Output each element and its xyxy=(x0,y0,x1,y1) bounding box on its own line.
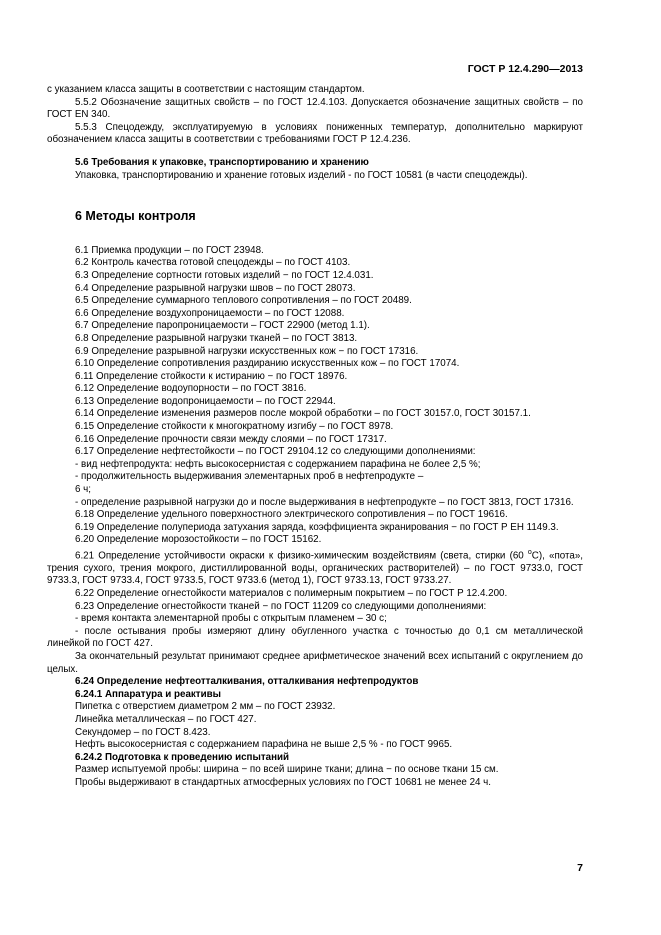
list-item xyxy=(47,547,583,588)
list-item: Пипетка с отверстием диаметром 2 мм – по ГОСТ 23932. xyxy=(75,701,336,713)
paragraph: За окончательный результат принимают среднее арифметическое значений всех испытаний с округлением до целых. xyxy=(47,651,583,675)
list-item: 6.13 Определение водопроницаемости – по ГОСТ 22944. xyxy=(75,395,336,407)
text-part: С), «пота», трения сухого, трения мокрого, дистиллированной воды, органических растворителей) – по ГОСТ 9733.0, ГОСТ 9733.3, ГОСТ 9733.4, ГОСТ 9733.5, ГОСТ 9733.6 (метод 1), ГОСТ 9733.13, ГОСТ 9733.27. xyxy=(47,550,583,587)
list-item: - продолжительность выдерживания элементарных проб в нефтепродукте – xyxy=(75,471,424,483)
list-item: 6.3 Определение сортности готовых изделий − по ГОСТ 12.4.031. xyxy=(75,269,374,281)
page-body xyxy=(47,84,583,790)
list-item: 6.18 Определение удельного поверхностного электрического сопротивления – по ГОСТ 19616. xyxy=(75,509,508,521)
subsection-heading: 6.24.2 Подготовка к проведению испытаний xyxy=(75,751,290,763)
page-number: 7 xyxy=(577,862,583,874)
list-item: 6.6 Определение воздухопроницаемости – по ГОСТ 12088. xyxy=(75,307,345,319)
section-heading: 5.6 Требования к упаковке, транспортированию и хранению xyxy=(75,156,369,168)
degree-superscript: о xyxy=(527,549,532,556)
list-item: 6.15 Определение стойкости к многократному изгибу – по ГОСТ 8978. xyxy=(75,421,394,433)
list-item: 6.5 Определение суммарного теплового сопротивления – по ГОСТ 20489. xyxy=(75,295,412,307)
list-item: Размер испытуемой пробы: ширина − по всей ширине ткани; длина − по основе ткани 15 см. xyxy=(75,764,499,776)
paragraph: Упаковка, транспортированию и хранение готовых изделий - по ГОСТ 10581 (в части спецодежды). xyxy=(75,169,528,181)
section-title: 6 Методы контроля xyxy=(75,209,196,224)
list-item: 6.10 Определение сопротивления раздиранию искусственных кож – по ГОСТ 17074. xyxy=(75,358,460,370)
text-part: 6.21 Определение устойчивости окраски к физико-химическим воздействиям (света, стирки (60 xyxy=(75,550,528,562)
paragraph: с указанием класса защиты в соответствии с настоящим стандартом. xyxy=(47,84,365,95)
list-item: 6.20 Определение морозостойкости – по ГОСТ 15162. xyxy=(75,534,322,546)
list-item: 6.12 Определение водоупорности – по ГОСТ 3816. xyxy=(75,383,307,395)
subsection-heading: 6.24.1 Аппаратура и реактивы xyxy=(75,688,222,700)
list-item: 6.11 Определение стойкости к истиранию − по ГОСТ 18976. xyxy=(75,370,348,382)
list-item: 6.16 Определение прочности связи между слоями – по ГОСТ 17317. xyxy=(75,433,387,445)
list-item: - определение разрывной нагрузки до и после выдерживания в нефтепродукте – по ГОСТ 3813, ГОСТ 17316. xyxy=(75,496,574,508)
paragraph: 5.5.2 Обозначение защитных свойств – по ГОСТ 12.4.103. Допускается обозначение защитных свойств – по ГОСТ EN 340. xyxy=(47,96,583,121)
paragraph: 5.5.3 Спецодежду, эксплуатируемую в условиях пониженных температур, дополнительно маркируют обозначением класса защиты в соответствии с требованиями ГОСТ Р 12.4.236. xyxy=(47,121,583,146)
list-item: 6.17 Определение нефтестойкости – по ГОСТ 29104.12 со следующими дополнениями: xyxy=(75,446,476,458)
list-item: 6.23 Определение огнестойкости тканей − по ГОСТ 11209 со следующими дополнениями: xyxy=(75,600,487,612)
list-item: 6.7 Определение паропроницаемости – ГОСТ 22900 (метод 1.1). xyxy=(75,320,370,332)
list-item: - время контакта элементарной пробы с открытым пламенем – 30 с; xyxy=(75,613,387,625)
list-item: Линейка металлическая – по ГОСТ 427. xyxy=(75,713,257,725)
list-item: 6.8 Определение разрывной нагрузки тканей – по ГОСТ 3813. xyxy=(75,332,358,344)
list-item: Пробы выдерживают в стандартных атмосферных условиях по ГОСТ 10681 не менее 24 ч. xyxy=(75,776,492,788)
list-item: - после остывания пробы измеряют длину обугленного участка с точностью до 0,1 см металлической линейкой по ГОСТ 427. xyxy=(47,625,583,650)
list-item: 6.14 Определение изменения размеров после мокрой обработки – по ГОСТ 30157.0, ГОСТ 30157.1. xyxy=(75,408,531,420)
document-code: ГОСТ Р 12.4.290—2013 xyxy=(467,63,583,75)
list-item: 6.22 Определение огнестойкости материалов с полимерным покрытием – по ГОСТ Р 12.4.200. xyxy=(75,588,508,600)
list-item: 6.9 Определение разрывной нагрузки искусственных кож − по ГОСТ 17316. xyxy=(75,345,419,357)
list-item: Секундомер – по ГОСТ 8.423. xyxy=(75,726,211,738)
list-item: 6 ч; xyxy=(75,484,91,496)
list-item: 6.1 Приемка продукции – по ГОСТ 23948. xyxy=(75,244,264,256)
list-item: 6.4 Определение разрывной нагрузки швов – по ГОСТ 28073. xyxy=(75,282,356,294)
list-item: 6.2 Контроль качества готовой спецодежды – по ГОСТ 4103. xyxy=(75,257,351,269)
list-item: 6.19 Определение полупериода затухания заряда, коэффициента экранирования − по ГОСТ Р ЕН 1149.3. xyxy=(75,521,559,533)
section-heading: 6.24 Определение нефтеотталкивания, отталкивания нефтепродуктов xyxy=(75,676,419,688)
list-item: - вид нефтепродукта: нефть высокосернистая с содержанием парафина не более 2,5 %; xyxy=(75,458,481,470)
list-item: Нефть высокосернистая с содержанием парафина не выше 2,5 % - по ГОСТ 9965. xyxy=(75,739,453,751)
